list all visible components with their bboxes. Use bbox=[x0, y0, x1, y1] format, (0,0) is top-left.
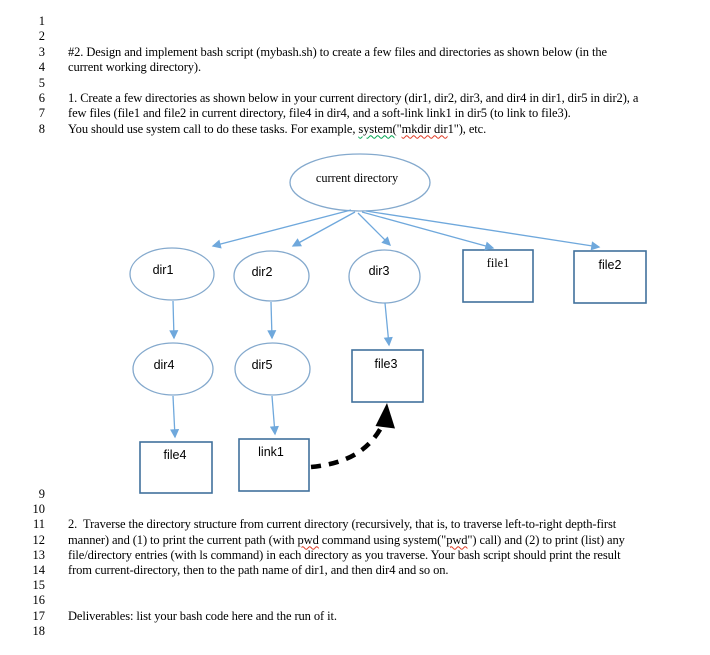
line-number: 8 bbox=[38, 121, 45, 136]
edge-current-directory-file2 bbox=[366, 211, 599, 247]
node-dir4-label: dir4 bbox=[153, 358, 175, 372]
softlink-arrow-curve bbox=[311, 422, 384, 467]
node-dir1-label: dir1 bbox=[152, 263, 174, 277]
line-number: 11 bbox=[32, 517, 45, 532]
line-number: 2 bbox=[38, 29, 45, 44]
node-file4-label: file4 bbox=[163, 448, 187, 462]
line-number: 10 bbox=[32, 502, 45, 517]
line-number: 1 bbox=[38, 14, 45, 28]
edge-dir2-dir5 bbox=[271, 302, 272, 338]
text-segment: #2. Design and implement bash script (mybash.sh) to create a few files and directories as shown below (in the bbox=[68, 44, 607, 59]
text-segment: You should use system call to do these tasks. For example, bbox=[68, 121, 359, 136]
text-segment: " bbox=[396, 121, 402, 136]
node-dir2-label: dir2 bbox=[251, 265, 273, 279]
text-segment: 2. Traverse the directory structure from current directory (recursively, that is, to traverse left-to-right depth-first bbox=[68, 517, 617, 532]
node-dir3-label: dir3 bbox=[368, 264, 390, 278]
text-segment: 1"), etc. bbox=[447, 121, 487, 136]
node-current-directory-label: current directory bbox=[315, 171, 399, 185]
edge-dir4-file4 bbox=[173, 396, 175, 437]
softlink-arrowhead bbox=[376, 403, 396, 429]
text-segment: manner) and (1) to print the current path (with bbox=[68, 532, 298, 547]
text-segment: ") call) and (2) to print (list) any bbox=[467, 532, 625, 547]
text-segment: 1. Create a few directories as shown below in your current directory (dir1, dir2, dir3, and dir4 in dir1, dir5 in dir2), a bbox=[68, 90, 639, 105]
line-number: 5 bbox=[38, 75, 45, 90]
line-number: 9 bbox=[38, 487, 45, 501]
text-segment: few files (file1 and file2 in current directory, file4 in dir4, and a soft-link link1 in dir5 (to link to file3). bbox=[68, 106, 571, 121]
node-file3-label: file3 bbox=[374, 357, 398, 371]
line-number: 14 bbox=[32, 562, 45, 577]
edge-dir3-file3 bbox=[385, 303, 389, 345]
text-segment: file/directory entries (with ls command) in each directory as you traverse. Your bash script should print the result bbox=[68, 547, 621, 562]
node-file2-label: file2 bbox=[598, 258, 622, 272]
text-segment: pwd bbox=[297, 532, 319, 547]
line-number: 16 bbox=[32, 593, 45, 608]
edge-dir1-dir4 bbox=[173, 301, 174, 338]
text-segment: system( bbox=[358, 121, 397, 136]
edge-current-directory-file1 bbox=[362, 212, 493, 248]
text-segment: from current-directory, then to the path name of dir1, and then dir4 and so on. bbox=[68, 562, 449, 577]
line-number: 17 bbox=[32, 608, 45, 623]
text-segment: command using system(" bbox=[318, 532, 447, 547]
line-number: 13 bbox=[32, 547, 45, 562]
line-number: 6 bbox=[38, 90, 45, 105]
line-number: 18 bbox=[32, 623, 45, 638]
line-number: 4 bbox=[38, 60, 45, 75]
node-file1-label: file1 bbox=[486, 256, 510, 270]
node-link1-label: link1 bbox=[258, 445, 284, 459]
text-segment: mkdir dir bbox=[401, 121, 448, 136]
node-dir5-shape bbox=[235, 343, 310, 395]
text-segment: Deliverables: list your bash code here and the run of it. bbox=[68, 608, 337, 623]
node-dir5-label: dir5 bbox=[251, 358, 273, 372]
line-number: 15 bbox=[32, 578, 45, 593]
line-number: 12 bbox=[32, 532, 45, 547]
text-segment: pwd bbox=[446, 532, 468, 547]
line-number: 3 bbox=[38, 44, 45, 59]
edge-dir5-link1 bbox=[272, 396, 275, 434]
edge-current-directory-dir1 bbox=[213, 210, 351, 246]
text-segment: current working directory). bbox=[68, 60, 202, 75]
line-number: 7 bbox=[38, 106, 45, 121]
